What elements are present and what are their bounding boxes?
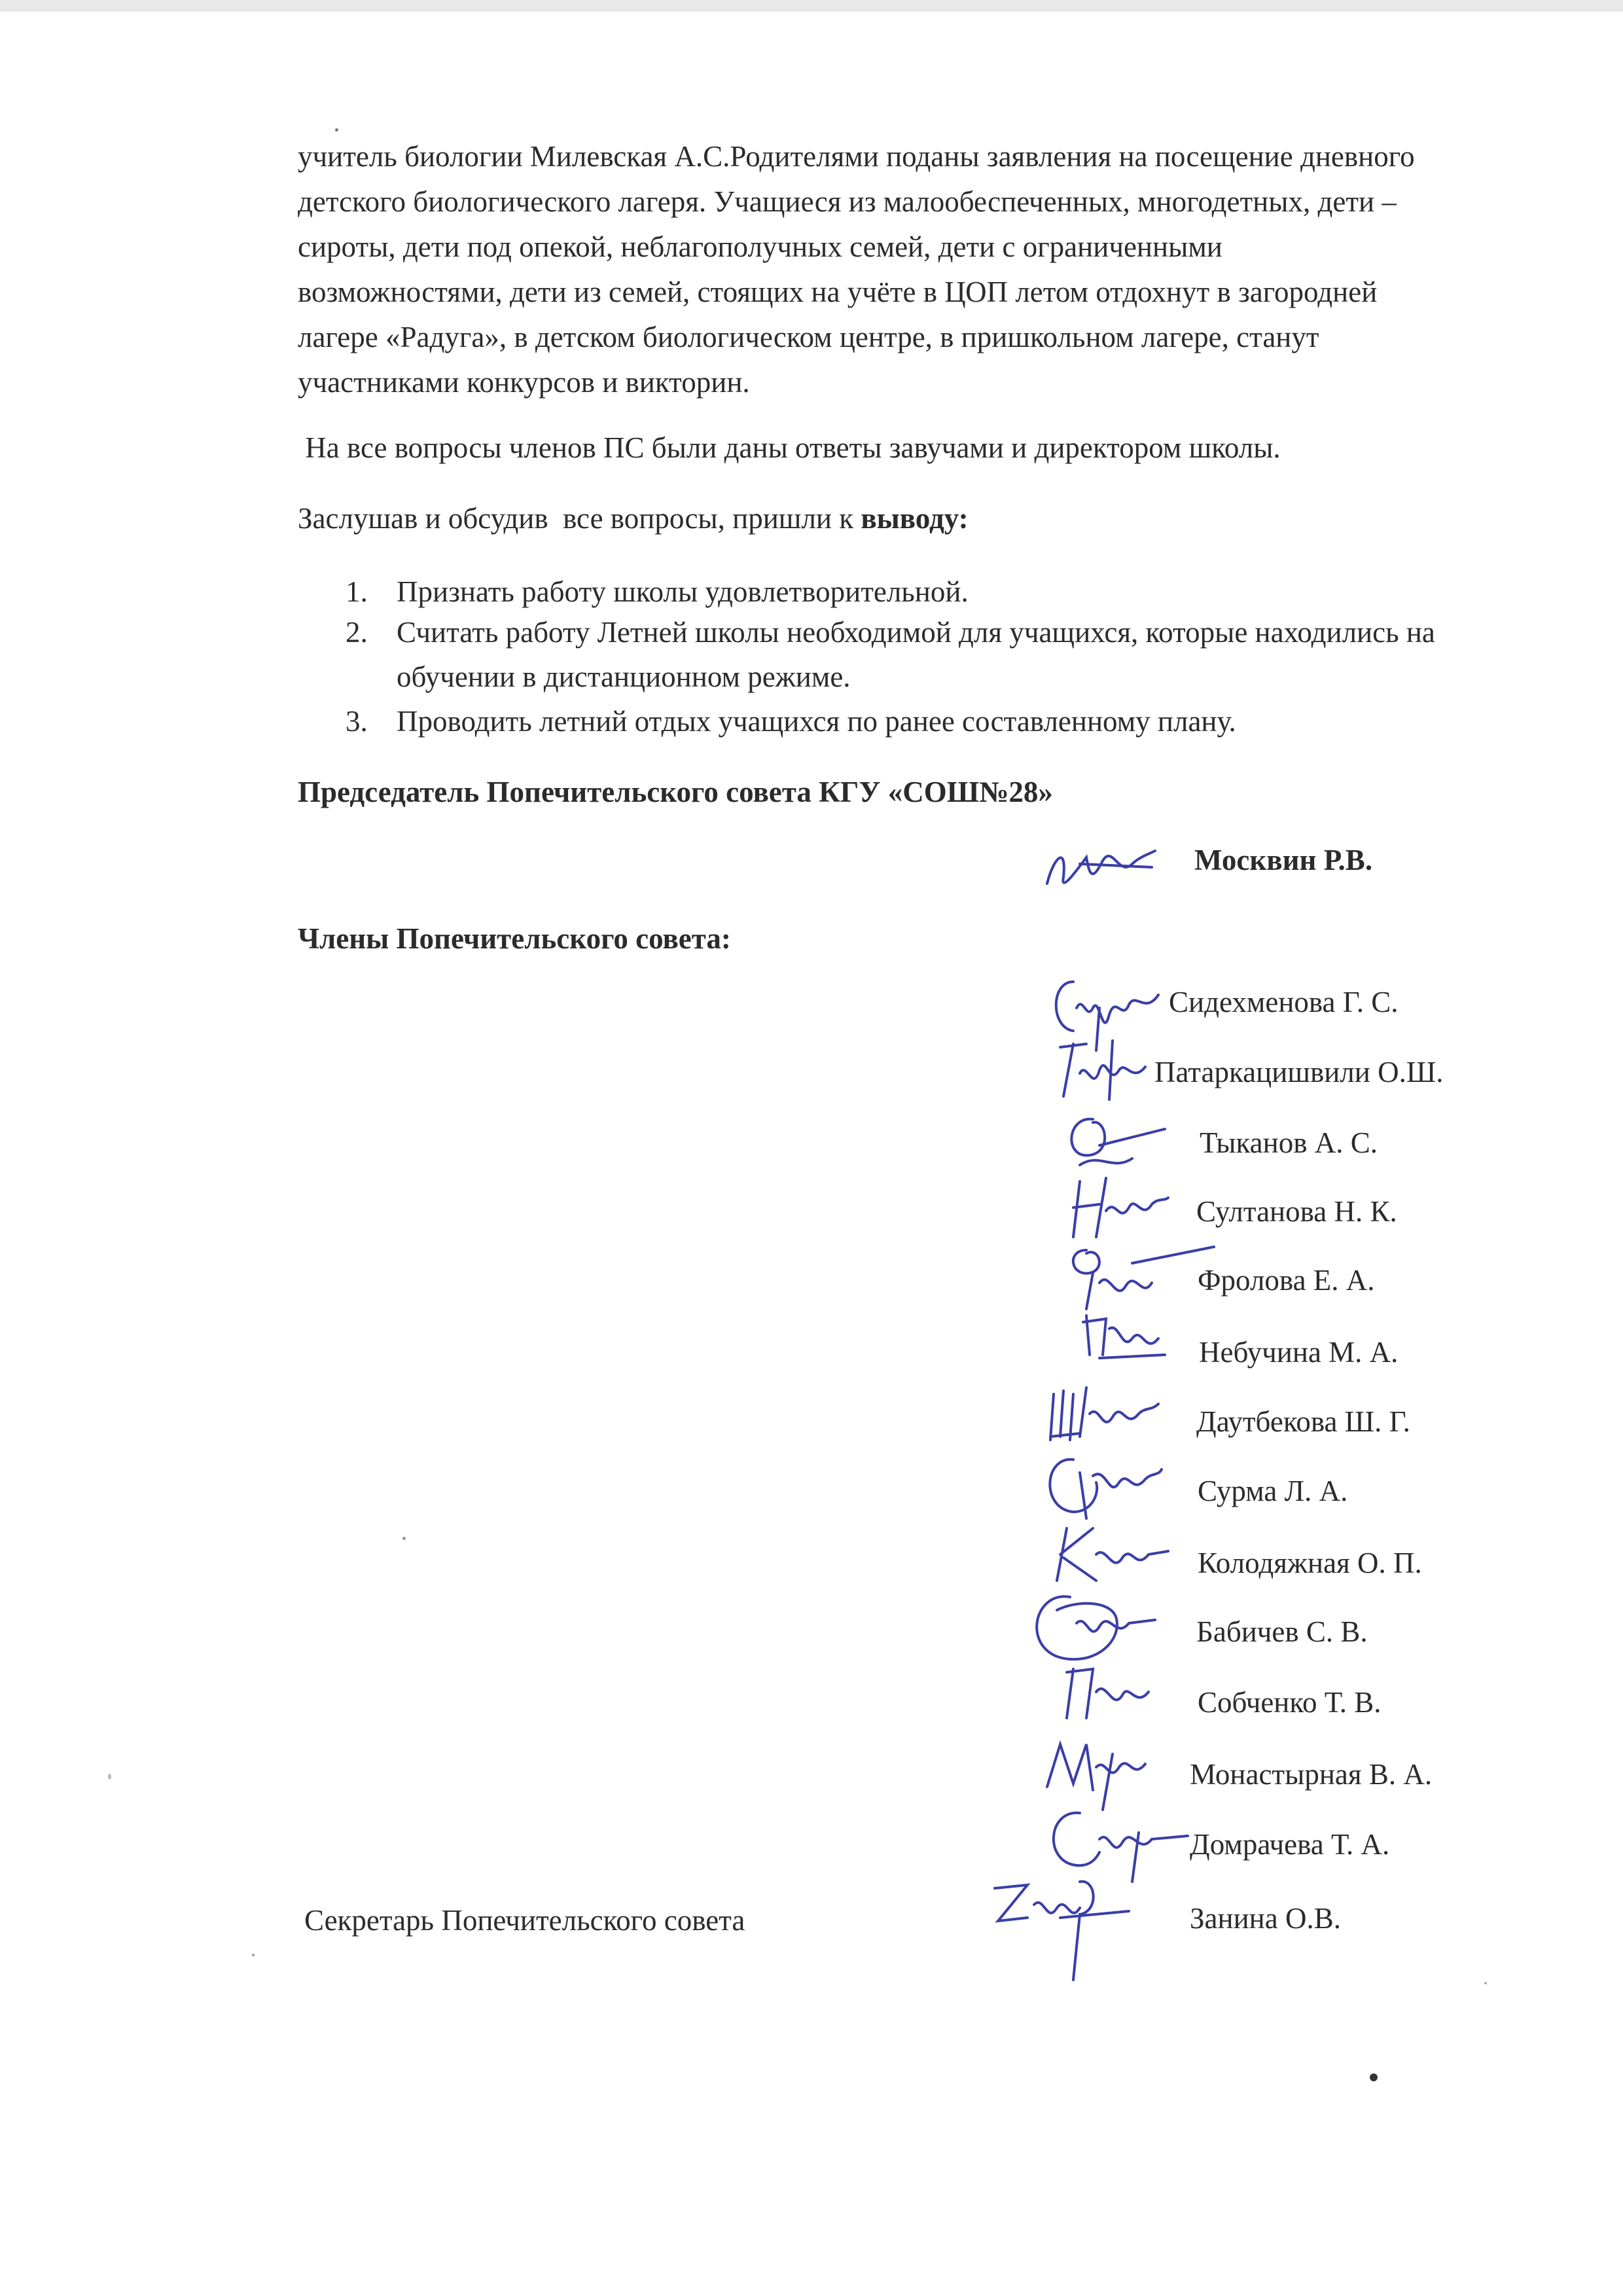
scan-speck	[1370, 2073, 1378, 2081]
members-heading: Члены Попечительского совета:	[298, 922, 731, 955]
member-name: Сурма Л. А.	[1198, 1475, 1348, 1507]
member-name: Монастырная В. А.	[1190, 1758, 1433, 1791]
conclusion-line	[298, 496, 969, 541]
member-signature	[1060, 1172, 1171, 1247]
conclusion-emphasis: выводу:	[861, 502, 969, 535]
decision-number: 3.	[346, 705, 368, 738]
chairman-title: Председатель Попечительского совета КГУ «СОШ№28»	[298, 776, 1053, 808]
intro-line: возможностями, дети из семей, стоящих на учёте в ЦОП летом отдохнут в загородней	[298, 276, 1378, 308]
scan-speck	[1484, 1982, 1487, 1984]
member-name: Собченко Т. В.	[1198, 1686, 1382, 1719]
scan-speck	[108, 1774, 111, 1780]
member-name: Сидехменова Г. С.	[1169, 986, 1399, 1018]
decision-text: Считать работу Летней школы необходимой для учащихся, которые находились на	[397, 616, 1435, 649]
intro-line: учитель биологии Милевская А.С.Родителями поданы заявления на посещение дневного	[298, 140, 1415, 173]
member-name: Колодяжная О. П.	[1198, 1547, 1422, 1579]
member-name: Небучина М. А.	[1199, 1336, 1399, 1369]
member-name: Бабичев С. В.	[1196, 1615, 1368, 1648]
secretary-signature	[982, 1872, 1132, 1986]
member-signature	[1054, 1656, 1158, 1731]
member-signature	[1047, 1034, 1165, 1109]
member-name: Даутбекова Ш. Г.	[1196, 1405, 1410, 1438]
member-name: Домрачева Т. А.	[1190, 1828, 1390, 1861]
secretary-title: Секретарь Попечительского совета	[304, 1904, 745, 1937]
scan-top-edge	[0, 0, 1623, 12]
member-name: Тыканов А. С.	[1200, 1126, 1378, 1159]
chairman-signature	[1041, 831, 1158, 906]
member-name: Султанова Н. К.	[1196, 1195, 1397, 1228]
scan-speck	[252, 1954, 255, 1956]
member-name: Патаркацишвили О.Ш.	[1154, 1056, 1444, 1088]
decision-number: 2.	[346, 616, 368, 649]
answers-line: На все вопросы членов ПС были даны ответы завучами и директором школы.	[298, 431, 1281, 464]
scan-speck	[335, 128, 338, 132]
member-signature	[1041, 1374, 1165, 1456]
conclusion-prefix: Заслушав и обсудив все вопросы, пришли к	[298, 502, 861, 535]
member-signature	[1073, 1302, 1178, 1371]
intro-line: лагере «Радуга», в детском биологическом центре, в пришкольном лагере, станут	[298, 321, 1319, 353]
member-signature	[1034, 1446, 1165, 1528]
member-signature	[1041, 1518, 1171, 1594]
decision-text: обучении в дистанционном режиме.	[397, 660, 851, 693]
intro-line: участниками конкурсов и викторин.	[298, 366, 750, 399]
intro-line: сироты, дети под опекой, неблагополучных семей, дети с ограниченными	[298, 230, 1222, 263]
decision-number: 1.	[346, 575, 368, 608]
chairman-name: Москвин Р.В.	[1194, 844, 1373, 876]
intro-line: детского биологического лагеря. Учащиеся из малообеспеченных, многодетных, дети –	[298, 185, 1397, 218]
scan-speck	[402, 1537, 406, 1540]
member-name: Фролова Е. А.	[1198, 1264, 1375, 1297]
decision-text: Проводить летний отдых учащихся по ранее составленному плану.	[397, 705, 1236, 738]
decision-text: Признать работу школы удовлетворительной.	[397, 575, 969, 608]
secretary-name: Занина О.В.	[1190, 1902, 1341, 1935]
